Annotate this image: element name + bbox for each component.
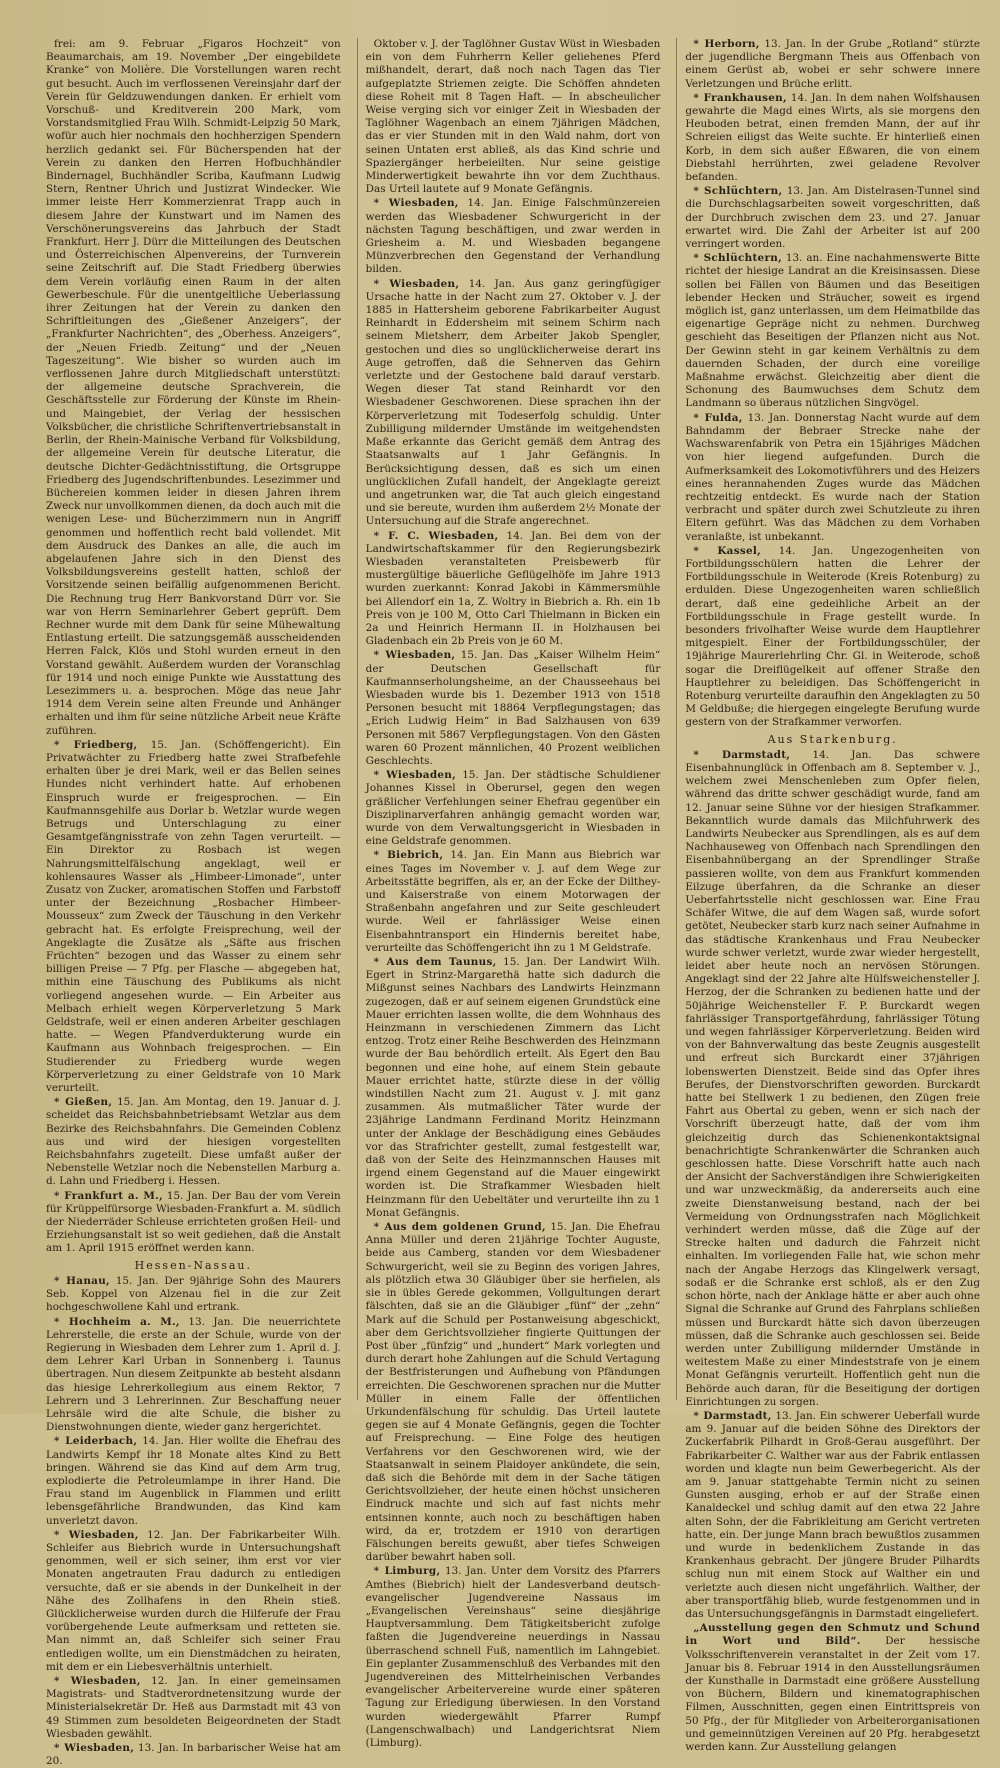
article-text: frei: am 9. Februar „Figaros Hochzeit“ von Beaumarchais, am 19. November „Der eingebildete Kranke“ von Molière. Die Vorstellungen waren recht gut besucht. Auch im verflossenen Vereinsjahr darf der Verein für Geldzuwendungen danken. Er erhielt vom Vorschuß- und Kreditverein 200 Mark, vom Vorstandsmitglied Frau Wilh. Schmidt-Leipzig 50 Mark, wofür auch hier nochmals den hochherzigen Spendern herzlich gedankt sei. Für Bücherspenden hat der Verein zu danken den Herren Hofbuchhändler Bindernagel, Buchhändler Scriba, Kaufmann Ludwig Stern, Rentner Uhrich und Justizrat Windecker. Wie immer leiste Herr Kommerzienrat Trapp auch in diesem Jahre der Kunstwart und im Namen des Verschönerungsvereins das Jahrbuch der Stadt Frankfurt. Herr J. Dürr die Mitteilungen des Deutschen und Österreichischen Alpenvereins, der Turnverein seine Zeitschrift auf. Die Stadt Friedberg überwies dem Verein vorläufig einen Raum in der alten Gewerbeschule. Für die unentgeltliche Ueberlassung ihrer Zeitungen hat der Verein zu danken den Schriftleitungen des „Gießener Anzeigers“, der „Frankfurter Nachrichten“, des „Oberhess. Anzeigers“, der „Neuen Friedb. Zeitung“ und der „Neuen Tageszeitung“. Wie bisher so wurden auch im verflossenen Jahre durch Mitgliedschaft unterstützt: der allgemeine deutsche Sprachverein, die Geschäftsstelle zur Förderung der Künste im Rhein- und Maingebiet, der Verlag der hessischen Volksbücher, die christliche Schriftenvertriebsanstalt in Berlin, der Rhein-Mainische Verband für Volksbildung, der allgemeine Verein für deutsche Literatur, die deutsche Dichter-Gedächtnisstiftung, die Ortsgruppe Friedberg des Jugendschriftenbundes. Lesezimmer und Büchereien kommen leider in diesen Jahren ihrem Zweck nur unvollkommen dienen, da doch auch mit die wenigen Lese- und Bücherzimmern nun in Angriff genommen und hoffentlich recht bald vollendet. Mit dem Ausdruck des Dankes an alle, die auch im abgelaufenen Jahre sich in den Dienst des Volksbildungsvereins gestellt hatten, schloß der Vorsitzende seinen beifällig aufgenommenen Bericht. Die Rechnung trug Herr Bankvorstand Dürr vor. Sie war von Herrn Seminarlehrer Gebert geprüft. Dem Rechner wurde mit dem Dank für seine Mühewaltung Entlastung erteilt. Die satzungsgemäß ausscheidenden Herren Falck, Klös und Stohl wurden erneut in den Vorstand gewählt. Außerdem wurden der Voranschlag für 1914 und noch einige Punkte wie Ausstattung des Lesezimmers u. a. besprochen. Möge das neue Jahr 1914 dem Verein seine alten Freunde und Anhänger erhalten und ihm für seine nützliche Arbeit neue Kräfte zuführen. — [46, 38, 341, 737]
article-paragraph — [46, 1435, 341, 1527]
article-dateline: * Aus dem goldenen Grund, — [373, 1221, 546, 1234]
article-text: 15. Jan. (Schöffengericht). Ein Privatwächter zu Friedberg hatte zwei Strafbefehle erhalten über je drei Mark, weil er das Bellen seines Hundes nicht verhindert hatte. Auf erhobenen Einspruch wurde er freigesprochen. — Ein Kaufmannsgehilfe aus Dorlar b. Wetzlar wurde wegen Betrugs und Unterschlagung zu einer Gesamtgefängnisstrafe von zehn Tagen verurteilt. — Ein Direktor zu Rosbach ist wegen Nahrungsmittelfälschung angeklagt, weil er kohlensaures Wasser als „Himbeer-Limonade“, unter Zusatz von Zucker, aromatischen Stoffen und Farbstoff unter der Bezeichnung „Rosbacher Himbeer-Mousseux“ zum Zweck der Täuschung in den Verkehr gebracht hat. Es erfolgte Freisprechung, weil der Angeklagte die Zusätze als „Säfte aus frischen Früchten“ bezogen und das Wasser zu einem sehr billigen Preise — 7 Pfg. per Flasche — abgegeben hat, mithin eine Täuschung des Publikums als nicht vorliegend angesehen wurde. — Ein Arbeiter aus Melbach erhielt wegen Körperverletzung 5 Mark Geldstrafe, weil er einen anderen Arbeiter geschlagen hatte. — Wegen Pfandverdukterung wurde ein Kaufmann aus Wohnbach freigesprochen. — Ein Studierender zu Friedberg wurde wegen Körperverletzung zu einer Geldstrafe von 10 Mark verurteilt. — [46, 738, 341, 1095]
article-text: 12. Jan. In einer gemeinsamen Magistrats- und Stadtverordnetensitzung wurde der Ministerialsekretär Dr. Heß aus Darmstadt mit 43 von 49 Stimmen zum besoldeten Beigeordneten der Stadt Wiesbaden gewählt. — [46, 1674, 341, 1740]
article-text: 14. Jan. In dem nahen Wolfshausen gewahrte die Magd eines Wirts, als sie morgens den Heuboden betrat, einen fremden Mann, der auf ihr Schreien eiligst das Weite suchte. Er hinterließ einen Korb, in dem sich außer Eßwaren, die von einem Diebstahl herrührten, zwei geladene Revolver befanden. — [685, 91, 981, 184]
article-paragraph — [366, 1221, 661, 1564]
article-dateline: * Wiesbaden, — [54, 1528, 139, 1541]
article-dateline: „Ausstellung gegen den Schmutz und Schund in Wort und Bild“. — [685, 1622, 981, 1648]
article-text: 12. Jan. Der Fabrikarbeiter Wilh. Schleifer aus Biebrich wurde in Untersuchungshaft genommen, weil er sich seiner, ihm erst vor vier Monaten angetrauten Frau dadurch zu entledigen versuchte, daß er sie abends in der Dunkelheit in der Nähe des Zollhafens in den Rhein stieß. Glücklicherweise wurden durch die Hilferufe der Frau vorübergehende Leute aufmerksam und retteten sie. Man nimmt an, daß Schleifer sich seiner Frau entledigen wollte, um ein Dienstmädchen zu heiraten, mit dem er ein Liebesverhältnis unterhielt. — [46, 1528, 341, 1673]
article-text: 14. Jan. Hier wollte die Ehefrau des Landwirts Kempf ihr 18 Monate altes Kind zu Bett bringen. Während sie das Kind auf dem Arm trug, explodierte die Petroleumlampe in ihrer Hand. Die Frau stand im Augenblick in Flammen und erlitt lebensgefährliche Brandwunden, das Kind kam unverletzt davon. — [46, 1435, 341, 1527]
article-text: 15. Jan. Am Montag, den 19. Januar d. J. scheidet das Reichsbahnbetriebsamt Wetzlar aus dem Bezirke des Reichsbahnfahrs. Die Gemeinden Coblenz aus und wird der hiesigen vorgestellten Reichsbahnfahrs zugeteilt. Diese umfaßt außer der Nebenstelle Wetzlar noch die Nebenstellen Marburg a. d. Lahn und Friedberg i. Hessen. — [46, 1096, 341, 1188]
article-paragraph — [685, 92, 980, 184]
article-dateline: * Wiesbaden, — [373, 769, 457, 782]
article-text: 13. Jan. Am Distelrasen-Tunnel sind die Durchschlagsarbeiten soweit vorgeschritten, daß der Durchbruch zwischen dem 23. und 27. Januar erwartet wird. Die Zahl der Arbeiter ist auf 200 verringert worden. — [685, 185, 981, 251]
article-paragraph — [685, 252, 980, 410]
article-text: 15. Jan. Der Landwirt Wilh. Egert in Strinz-Margarethä hatte sich dadurch die Mißgunst seines Nachbars des Landwirts Heinzmann zugezogen, daß er auf seinem eigenen Grundstück eine Mauer errichten lassen wollte, die dem Wohnhaus des Heinzmann in verschiedenen Zimmern das Licht entzog. Trotz einer Reihe Beschwerden des Heinzmann wurde der Bau behördlich erteilt. Als Egert den Bau begonnen und eine hohe, auf einem Stein gebaute Mauer errichtet hatte, stürzte diese in der völlig windstillen Nacht zum 21. August v. J. mit ganz zusammen. Als mutmaßlicher Täter wurde der 23jährige Landmann Ferdinand Moritz Heinzmann unter der Anklage der Beschädigung eines Gebäudes vor das Strafrichter gestellt, zumal festgestellt war, daß von der Seite des Heinzmannschen Hauses mit irgend einem Gegenstand auf die Mauer eingewirkt worden ist. Die Strafkammer Wiesbaden hielt Heinzmann für den Uebeltäter und verurteilte ihn zu 1 Monat Gefängnis. — [365, 956, 661, 1219]
article-paragraph — [685, 1622, 980, 1754]
article-paragraph — [366, 649, 661, 768]
article-dateline: * Kassel, — [693, 544, 762, 557]
article-dateline: * Aus dem Taunus, — [373, 956, 497, 969]
section-heading: Aus Starkenburg. — [767, 732, 898, 746]
article-text: 14. Jan. Das schwere Eisenbahnunglück in Offenbach am 8. September v. J., welchem zwei Menschenleben zum Opfer fielen, während das dritte schwer geschädigt wurde, fand am 12. Januar seine Sühne vor der hiesigen Strafkammer. Bekanntlich wurde damals das Milchfuhrwerk des Landwirts Neubecker aus Sprendlingen, als es auf dem Nachhauseweg von Offenbach nach Sprendlingen den Eisenbahnübergang an der Sprendlinger Straße passieren wollte, von dem aus Frankfurt kommenden Eilzuge überfahren, da die Schranke an dieser Ueberfahrtsstelle nicht geschlossen war. Eine Frau Schäfer Witwe, die auf dem Wagen saß, wurde sofort getötet, Neubecker starb kurz nach seiner Aufnahme in das städtische Krankenhaus und Frau Neubecker wurde schwer verletzt, wurde zwar wieder hergestellt, leidet aber heute noch an nervösen Störungen. Angeklagt sind der 22 Jahre alte Hülfsweichensteller J. Herzog, der die Schranken zu bedienen hatte und der 50jährige Weichensteller F. P. Burckardt wegen fahrlässiger Transportgefährdung, fahrlässiger Tötung und wegen fahrlässiger Körperverletzung. Beiden wird von der Bahnverwaltung das beste Zeugnis ausgestellt und erfreut sich Burckardt einer 37jährigen lobenswerten Dienstzeit. Beide sind das Opfer ihres Berufes, der Dienstvorschriften geworden. Burckardt hatte bei Stellwerk 1 zu bedienen, den Zügen freie Fahrt aus Obertal zu geben, wenn er sich nach der Vorschrift überzeugt hatte, daß der vom ihm gleichzeitig durch das Schienenkontaktsignal benachrichtigte Schrankenwärter die Schranken auch geschlossen hatte. Diese Vorschrift hatte auch nach der Ansicht der Sachverständigen ihre Schwierigkeiten und war unzweckmäßig, da andererseits auch eine zweite Dienstanweisung bestand, nach der bei Vermeidung von Ordnungsstrafen nach Möglichkeit verhindert werden müsse, daß die Züge auf der Strecke halten und dadurch die Fahrzeit nicht einhalten. Im vorliegenden Falle hat, wie schon mehr nach der Angabe Herzogs das Klingelwerk versagt, sodaß er die Schranke erst schloß, als er den Zug schon hörte, nach der Anklage hätte er aber auch ohne Signal die Schranke auf Grund des Fahrplans schließen müssen und Burckardt hätte sich davon überzeugen müssen, daß die Schranke auch geschlossen sei. Beide werden unter Zubilligung mildernder Umstände in weitestem Maße zu einer Mindeststrafe von je einem Monat Gefängnis verurteilt. Hoffentlich geht nun die Behörde auch daran, für die Beseitigung der dortigen Einrichtungen zu sorgen. — [685, 748, 981, 1408]
article-paragraph — [685, 412, 980, 544]
article-text: 13. Jan. In der Grube „Rotland“ stürzte der jugendliche Bergmann Theis aus Offenbach von einem Gerüst ab, wobei er sehr schwere innere Verletzungen und Brüche erlitt. — [685, 38, 981, 90]
article-text: 15. Jan. Das „Kaiser Wilhelm Heim“ der Deutschen Gesellschaft für Kaufmannserholungsheime, an der Chausseehaus bei Wiesbaden wurde bis 1. Dezember 1913 von 1518 Personen besucht mit 18864 Verpflegungstagen; das „Erich Ludwig Heim“ in Bad Salzhausen von 639 Personen mit 5867 Verpflegungstagen. Von den Gästen waren 60 Prozent männlichen, 40 Prozent weiblichen Geschlechts. — [365, 649, 661, 767]
article-paragraph — [366, 197, 661, 276]
article-text: 13. Jan. In barbarischer Weise hat am 20. — [46, 1742, 341, 1768]
article-paragraph — [685, 1410, 980, 1621]
article-paragraph — [685, 545, 980, 730]
article-dateline: * Darmstadt, — [693, 1409, 772, 1422]
article-text: 15. Jan. Der 9jährige Sohn des Maurers Seb. Koppel von Alzenau fiel in die zur Zeit hochgeschwollene Kahl und ertrank. — [46, 1274, 341, 1314]
article-paragraph — [685, 185, 980, 251]
article-paragraph — [366, 530, 661, 649]
article-paragraph — [366, 956, 661, 1220]
article-text: 13. Jan. Unter dem Vorsitz des Pfarrers Amthes (Biebrich) hielt der Landesverband deutsch-evangelischer Jugendvereine Nassaus im „Evangelischen Vereinshaus“ seine diesjährige Hauptversammlung. Dem Tätigkeitsbericht zufolge faßten die Jugendvereine neuerdings in Nassau überraschend schnell Fuß, namentlich im Lahngebiet. Ein geplanter Zusammenschluß des Verbandes mit den Jugendvereinen des Mittelrheinischen Verbandes evangelischer Arbeitervereine wurde einer späteren Tagung zur Erledigung überwiesen. In den Vorstand wurden wiedergewählt Pfarrer Rumpf (Langenschwalbach) und Landgerichtsrat Niem (Limburg). — [365, 1565, 661, 1749]
article-paragraph — [46, 1275, 341, 1315]
article-paragraph — [366, 769, 661, 848]
article-text: 13. an. Eine nachahmenswerte Bitte richtet der hiesige Landrat an die Kreisinsassen. Diese sollen bei Fällen von Bäumen und das Beseitigen lebender Hecken und Sträucher, soweit es irgend möglich ist, ganz unterlassen, um dem Heimatbilde das eigenartige Gepräge nicht zu nehmen. Durchweg geschieht das Beseitigen der Pflanzen nicht aus Not. Der Gewinn steht in gar keinem Verhältnis zu dem dauernden Schaden, der durch eine voreilige Maßnahme erwächst. Gleichzeitig aber dient die Schonung des Baumwuchses dem Schutz dem Landmann so überaus nützlichen Singvögel. — [685, 252, 981, 410]
article-text: 14. Jan. Bei dem von der Landwirtschaftskammer für den Regierungsbezirk Wiesbaden veranstalteten Preisbewerb für mustergültige bäuerliche Geflügelhöfe im Jahre 1913 wurden zuerkannt: Konrad Jakobi in Kämmersmühle bei Allendorf ein 1a, Z. Woltry in Biebrich a. Rh. ein 1b Preis von je 100 M, Otto Carl Thielmann in Bicken ein 2a und Heinrich Hermann II. in Holzhausen bei Gladenbach ein 2b Preis von je 60 M. — [365, 529, 661, 648]
article-dateline: * F. C. Wiesbaden, — [373, 529, 499, 542]
article-dateline: * Frankhausen, — [693, 91, 787, 104]
article-dateline: * Wiesbaden, — [373, 197, 459, 210]
article-dateline: * Frankfurt a. M., — [54, 1189, 163, 1202]
article-dateline: * Hochheim a. M., — [54, 1315, 180, 1328]
article-dateline: * Hanau, — [54, 1274, 110, 1287]
article-paragraph — [366, 38, 661, 196]
article-text: 14. Jan. Ein Mann aus Biebrich war eines Tages im November v. J. auf dem Wege zur Arbeitsstätte begriffen, als er, an der Ecke der Dilthey- und Kaiserstraße von einem Motorwagen der Straßenbahn angefahren und zur Seite geschleudert wurde. Weil er fahrlässiger Weise einen Eisenbahntransport ein Hindernis bereitet habe, verurteilte das Schöffengericht ihn zu 1 M Geldstrafe. — [365, 849, 661, 954]
article-paragraph — [46, 1190, 341, 1256]
article-dateline: * Friedberg, — [54, 738, 138, 751]
article-text: 13. Jan. Ein schwerer Ueberfall wurde am 9. Januar auf die beiden Söhne des Direktors der Zuckerfabrik Pilhardt in Groß-Gerau ausgeführt. Der Fabrikarbeiter C. Walther war aus der Fabrik entlassen worden und klagte nun beim Gewerbegericht. Als der am 9. Januar stattgehabte Termin nicht zu seinen Gunsten ausging, erhob er auf der Straße einen Kanaldeckel und schlug damit auf den etwa 22 Jahre alten Sohn, der die Fabrikleitung am Gericht vertreten hatte, ein. Der junge Mann brach bewußtlos zusammen und wurde in bedenklichem Zustande in das Krankenhaus gebracht. Der jüngere Bruder Pilhardts schlug nun mit einem Stock auf Walther ein und verletzte auch diesen nicht ungefährlich. Walther, der aber transportfähig blieb, wurde festgenommen und in das Untersuchungsgefängnis in Darmstadt eingeliefert. — [685, 1409, 981, 1620]
article-text: 14. Jan. Einige Falschmünzereien werden das Wiesbadener Schwurgericht in der nächsten Tagung beschäftigen, und zwar werden in Griesheim a. M. und Wiesbaden begangene Münzverbrechen den Gegenstand der Verhandlung bilden. — [365, 197, 661, 276]
article-paragraph — [46, 38, 341, 738]
article-paragraph — [366, 278, 661, 529]
article-text: 14. Jan. Ungezogenheiten von Fortbildungsschülern hatten die Lehrer der Fortbildungsschule in Weiterode (Kreis Rotenburg) zu erdulden. Diese Ungezogenheiten waren schließlich derart, daß eine gedeihliche Arbeit an der Fortbildungsschule in Frage gestellt wurde. In besonders frivolhafter Weise wurde dem Hauptlehrer mitgespielt. Einer der Fortbildungsschüler, der 19jährige Maurerlehrling Chr. Gl. in Weiterode, schoß sogar die Dreiflügelkeit auf offener Straße den Hauptlehrer zu beleidigen. Das Schöffengericht in Rotenburg verurteilte daraufhin den Angeklagten zu 50 M Geldbuße; die hiergegen eingelegte Berufung wurde gestern von der Strafkammer verworfen. — [685, 544, 981, 729]
newspaper-columns — [46, 38, 981, 1768]
article-text: 15. Jan. Der städtische Schuldiener Johannes Kissel in Oberursel, gegen den wegen gräßlicher Verfehlungen seiner Ehefrau gegenüber ein Disziplinarverfahren anhängig gemacht worden war, wurde von dem Verwaltungsgericht in Wiesbaden in eine Geldstrafe genommen. — [365, 769, 661, 848]
article-paragraph — [46, 1096, 341, 1188]
article-text: Der hessische Volksschriftenverein veranstaltet in der Zeit vom 17. Januar bis 8. Februar 1914 in den Ausstellungsräumen der Kunsthalle in Darmstadt eine größere Ausstellung von Büchern, Bildern und kinematographischen Filmen, Ausschnitten, gegen einen Eintrittspreis von 50 Pfg., der für Mitglieder von Arbeiterorganisationen und gemeinnützigen Vereinen auf 20 Pfg. herabgesetzt werden kann. Zur Ausstellung gelangen — [685, 1635, 981, 1753]
article-dateline: * Wiesbaden, — [54, 1742, 135, 1754]
article-paragraph — [46, 739, 341, 1095]
article-text: Oktober v. J. der Taglöhner Gustav Wüst in Wiesbaden ein von dem Fuhrherrn Keller geliehenes Pferd mißhandelt, derart, daß noch nach Tagen das Tier aufgeplatzte Striemen zeigte. Die Schöffen ahndeten diese Roheit mit 8 Tagen Haft. — In abscheulicher Weise verging sich vor einiger Zeit in Wiesbaden der Taglöhner Wagenbach an einem 7jährigen Mädchen, das er vier Stunden mit in den Wald nahm, dort von seinen Untaten erst abließ, als das Kind schrie und Spaziergänger herbeieilten. Nur seine geistige Minderwertigkeit bewahrte ihn vor dem Zuchthaus. Das Urteil lautete auf 9 Monate Gefängnis. — [365, 38, 661, 196]
article-paragraph — [685, 749, 980, 1409]
article-dateline: * Herborn, — [693, 38, 760, 50]
article-paragraph — [46, 1529, 341, 1674]
article-dateline: * Wiesbaden, — [54, 1674, 141, 1687]
article-text: 14. Jan. Aus ganz geringfügiger Ursache hatte in der Nacht zum 27. Oktober v. J. der 1885 in Hattersheim geborene Fabrikarbeiter August Reinhardt in Eddersheim mit seinem Schirm nach seinem Mietsherr, dem Arbeiter Jakob Spengler, gestochen und dies so unglücklicherweise derart ins Auge getroffen, daß die Sehnerven das Gehirn verletzte und der Gestochene bald darauf verstarb. Wegen dieser Tat stand Reinhardt vor den Wiesbadener Geschworenen. Diese sprachen ihn der Körperverletzung mit Todeserfolg schuldig. Unter Zubilligung mildernder Umstände im weitgehendsten Maße erkannte das Gericht gemäß dem Antrag des Staatsanwalts auf 1 Jahr Gefängnis. In Berücksichtigung dessen, daß es sich um einen unglücklichen Zufall handelt, der Angeklagte gereizt und angetrunken war, die Tat auch gleich eingestand und sie bereute, wurden ihm außerdem 2½ Monate der Untersuchung auf die Strafe angerechnet. — [365, 277, 661, 528]
column-1 — [46, 38, 341, 1768]
article-paragraph — [685, 38, 980, 91]
article-paragraph — [46, 1742, 341, 1768]
article-dateline: * Fulda, — [693, 411, 743, 424]
section-heading: Hessen-Nassau. — [134, 1258, 252, 1272]
article-text: 13. Jan. Donnerstag Nacht wurde auf dem Bahndamm der Bebraer Strecke nahe der Wachswarenfabrik von Petra ein 15jähriges Mädchen von hier liegend aufgefunden. Durch die Aufmerksamkeit des Lokomotivführers und des Heizers eines herannahenden Zuges wurde das Mädchen rechtzeitig entdeckt. Es wurde nach der Station verbracht und später durch zwei Schutzleute zu ihren Eltern geführt. Was das Mädchen zu dem Vorhaben veranlaßte, ist unbekannt. — [685, 411, 981, 543]
article-paragraph — [366, 849, 661, 955]
article-dateline: * Limburg, — [373, 1565, 441, 1578]
article-paragraph — [366, 1565, 661, 1750]
article-dateline: * Wiesbaden, — [373, 277, 460, 290]
article-text: 13. Jan. Die neuerrichtete Lehrerstelle, die erste an der Schule, wurde von der Regierung in Wiesbaden dem Lehrer zum 1. April d. J. dem Lehrer Karl Urban in Sonnenberg i. Taunus übertragen. Nun diesem Zeitpunkte ab besteht alsdann das hiesige Lehrerkollegium aus einem Rektor, 7 Lehrern und 3 Lehrerinnen. Zur Beschaffung neuer Lehrsäle wird die alte Schule, die bisher zu Dienstwohnungen diente, wieder ganz hergerichtet. — [46, 1315, 341, 1434]
article-text: 15. Jan. Der Bau der vom Verein für Krüppelfürsorge Wiesbaden-Frankfurt a. M. südlich der Niederräder Schleuse errichteten großen Heil- und Erziehungsanstalt ist so weit gediehen, daß die Anstalt am 1. April 1915 eröffnet werden kann. — [46, 1189, 341, 1255]
article-paragraph — [46, 1316, 341, 1435]
article-dateline: * Darmstadt, — [693, 748, 791, 761]
article-text: 15. Jan. Die Ehefrau Anna Müller und deren 21jährige Tochter Auguste, beide aus Camberg, standen vor dem Wiesbadener Schwurgericht, weil sie zu Beginn des vorigen Jahres, als plötzlich etwa 30 Gläubiger über sie herfielen, als sie in übles Gerede gekommen, Vollgultungen derart fälschten, daß sie an die Gläubiger „fünf“ der „zehn“ Mark auf die Schuld per Postanweisung abgeschickt, aber dem Gerichtsvollzieher fingierte Quittungen der Post über „fünfzig“ und „hundert“ Mark vorlegten und durch derart hohe Zahlungen auf die Schuld Vertagung der Bestfristerungen und Aufhebung von Pfändungen erreichten. Die Geschworenen sprachen nur die Mutter Müller in einem Falle der öffentlichen Urkundenfälschung für schuldig. Das Urteil lautete gegen sie auf 4 Monate Gefängnis, gegen die Tochter auf Freisprechung. — Eine Folge des heutigen Verfahrens vor den Geschworenen wird, wie der Staatsanwalt in seinem Plaidoyer ankündete, die sein, daß sich die Behörde mit dem in der Sache tätigen Gerichtsvollzieher, der heute einen höchst unsicheren Eindruck machte und sich auf fast nichts mehr entsinnen konnte, auch noch zu beschäftigen haben wird, da er, trotzdem er 1910 von derartigen Fälschungen bereits gewußt, aber tiefes Schweigen darüber bewahrt haben soll. — [365, 1221, 661, 1564]
article-dateline: * Schlüchtern, — [693, 252, 783, 265]
column-2 — [357, 38, 661, 1749]
article-dateline: * Biebrich, — [373, 849, 444, 862]
article-dateline: * Schlüchtern, — [693, 185, 783, 198]
column-3 — [676, 38, 981, 1753]
article-dateline: * Leiderbach, — [54, 1435, 138, 1448]
article-dateline: * Wiesbaden, — [373, 649, 456, 662]
article-dateline: * Gießen, — [54, 1096, 113, 1109]
article-paragraph — [46, 1675, 341, 1741]
